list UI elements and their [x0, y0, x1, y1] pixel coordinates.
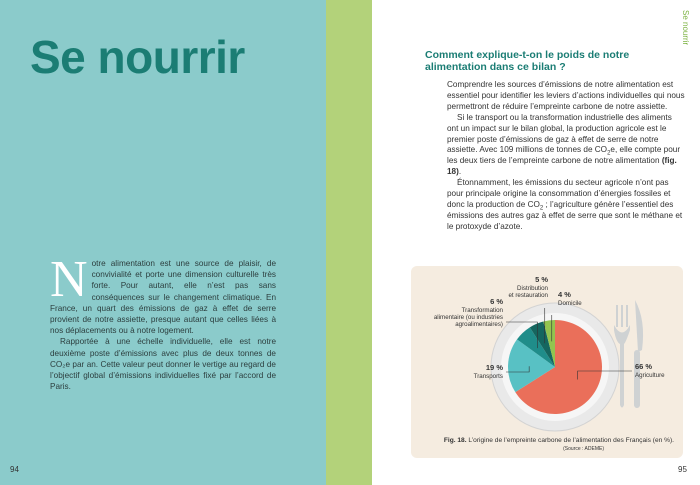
pie-category-label: Distribution	[517, 285, 548, 292]
pie-category-label: alimentaire (ou industries	[433, 314, 503, 321]
pie-percent-label: 6 %	[490, 297, 503, 306]
body-paragraph-2-part-a: Si le transport ou la transformation industrielle des aliments ont un impact sur le bilan global, la production agricole est le premier poste d’émissions de gaz à effet de serre de notre assiette. Avec 109 millions de tonnes de CO	[447, 112, 672, 155]
pie-percent-label: 66 %	[635, 362, 653, 371]
body-paragraph-2-end: .	[458, 167, 462, 177]
running-head: Se nourrir	[681, 10, 690, 46]
body-paragraph-2-part-b: e, elle compte pour les deux tiers de l’empreinte carbone de notre alimentation	[447, 145, 681, 166]
pie-label	[508, 275, 548, 299]
pie-percent-label: 4 %	[558, 290, 571, 299]
body-paragraph-1: Comprendre les sources d’émissions de notre alimentation est essentiel pour identifier les leviers d’actions individuelles qui nous permettront de réduire l’empreinte carbone de notre assiette.	[447, 80, 685, 111]
page-number-right: 95	[678, 465, 687, 474]
figure-caption	[429, 437, 674, 453]
pie-label	[474, 363, 504, 380]
chapter-title: Se nourrir	[30, 31, 245, 83]
pie-category-label: agroalimentaires)	[455, 321, 503, 328]
pie-percent-label: 5 %	[535, 275, 548, 284]
pie-category-label: Domicile	[558, 300, 582, 307]
dropcap: N	[50, 251, 88, 308]
figure-caption-text: L’origine de l’empreinte carbone de l’alimentation des Français (en %).	[466, 437, 674, 444]
section-heading: Comment explique-t-on le poids de notre alimentation dans ce bilan ?	[425, 49, 630, 73]
co2-subscript: 2	[539, 205, 544, 212]
pie-label	[635, 362, 665, 379]
pie-category-label: Transports	[473, 373, 503, 380]
figure-label: Fig. 18.	[443, 437, 467, 444]
figure-source: (Source : ADEME)	[563, 446, 604, 452]
pie-slices	[508, 320, 602, 414]
co2-subscript: 2	[607, 151, 611, 158]
pie-label	[558, 290, 582, 307]
pie-category-label: Agriculture	[635, 372, 665, 379]
body-paragraph-3-part-a: Étonnamment, les émissions du secteur agricole n’ont pas pour principale origine la consommation d’énergies fossiles et donc la production de CO	[447, 178, 671, 209]
figure-reference: (fig. 18)	[447, 156, 677, 177]
body-paragraph-3-part-b: ; l’agriculture génère l’essentiel des émissions des autres gaz à effet de serre que sont le méthane et le protoxyde d’azote.	[447, 199, 683, 231]
pie-percent-label: 19 %	[485, 363, 503, 372]
knife-icon	[634, 300, 643, 408]
pie-category-label: et restauration	[508, 292, 548, 299]
pie-category-label: Transformation	[461, 307, 503, 314]
page-number-left: 94	[10, 465, 19, 474]
intro-paragraph-1-text: otre alimentation est une source de plaisir, de convivialité et porte une dimension culturelle très forte. Pour autant, elle n’est pas sans conséquences sur le changement climatique. En France, un quart des émissions de gaz à effet de serre provient de notre assiette, presque autant que celles liées à nos déplacements ou à notre logement.	[50, 259, 276, 336]
intro-paragraph-2: Rapportée à une échelle individuelle, elle est notre deuxième poste d’émissions avec plus de deux tonnes de CO₂e par an. Cette valeur peut donner le vertige au regard de l’objectif global d’émissions individuelles fixé par l’accord de Paris.	[50, 337, 276, 392]
pie-label	[434, 297, 504, 328]
